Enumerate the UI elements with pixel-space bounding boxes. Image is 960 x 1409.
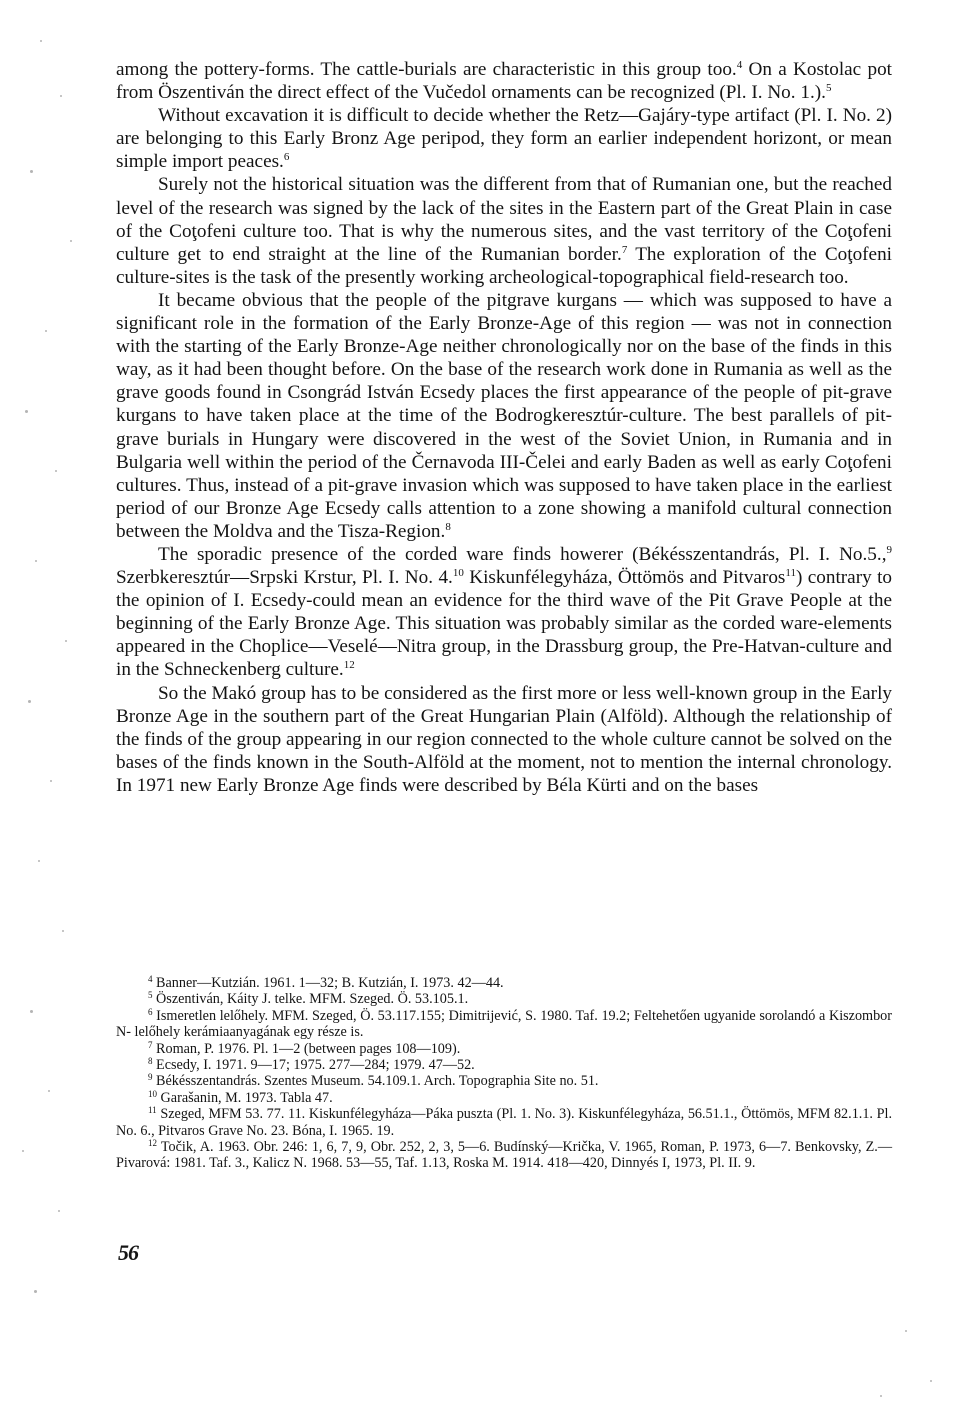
text-run: So the Makó group has to be considered as the first more or less well-known group in the Early Bronze Age in the southern part of the Great Hungarian Plain (Alföld). Although the relationship of the finds of the group appearing in our region connected to the whole culture cannot be solved on the bases of the finds known in the South-Alföld at the moment, not to mention the internal chronology. In 1971 new Early Bronze Age finds were described by Béla Kürti and on the bases: [116, 682, 892, 796]
footnote-text: Točik, A. 1963. Obr. 246: 1, 6, 7, 9, Obr. 252, 2, 3, 5—6. Budínský—Krička, V. 1965, Roman, P. 1973, 6—7. Benkovsky, Z.—Pivarová: 1981. Taf. 3., Kalicz N. 1968. 53—55, Taf. 1.13, Roska M. 1914. 418—420, Dinnyés I, 1973, Pl. II. 9.: [116, 1139, 893, 1172]
footnotes: [116, 975, 892, 1172]
footnote: [116, 1008, 892, 1041]
scan-speckle: [905, 1330, 907, 1332]
text-run: It became obvious that the people of the pitgrave kurgans — which was supposed to have a significant role in the formation of the Early Bronze-Age of this region — was not in connection with the starting of the Early Bronze-Age neither chronologically nor on the base of the finds in this way, as it had been thought before. On the base of the research work done in Rumania as well as the grave goods found in Csongrád István Ecsedy places the first appearance of the people of pit-grave kurgans to have taken place at the time of the Bodrogkeresztúr-culture. The best parallels of pit-grave burials in Hungary were discovered in the west of the Soviet Union, in Rumania and in Bulgaria well within the period of the Černavoda III-Čelei and early Baden as well as early Coţofeni cultures. Thus, instead of a pit-grave invasion which was supposed to have taken place in the earliest period of our Bronze Age Ecsedy calls attention to a zone showing a manifold cultural connection between the Moldva and the Tisza-Region.: [116, 289, 892, 542]
paragraph: [116, 104, 892, 173]
scan-speckle: [50, 780, 52, 782]
page-number: 56: [118, 1240, 138, 1265]
footnote: [116, 1106, 892, 1139]
scan-speckle: [62, 930, 64, 932]
main-text: [116, 58, 892, 797]
scan-speckle: [30, 170, 33, 173]
text-run: among the pottery-forms. The cattle-burials are characteristic in this group too.: [116, 59, 737, 80]
footnote-ref: 7: [621, 243, 628, 256]
footnote-ref: 8: [445, 520, 451, 533]
text-run: Kiskunfélegyháza, Öttömös and Pitvaros: [463, 567, 786, 589]
footnote-ref: 5: [825, 82, 832, 95]
text-run: Without excavation it is difficult to decide whether the Retz—Gajáry-type artifact (Pl. I. No. 2) are belonging to this Early Bronz Age peripod, they form an earlier independent horizont, or mean simple import peaces.: [116, 105, 892, 173]
footnote-number: 12: [148, 1138, 157, 1149]
footnote-number: 7: [148, 1039, 153, 1050]
footnote-text: Szeged, MFM 53. 77. 11. Kiskunfélegyháza—Páka puszta (Pl. 1. No. 3). Kiskunfélegyháza, 56.51.1., Öttömös, MFM 82.1.1. Pl. No. 6., Pitvaros Grave No. 23. Bóna, I. 1965. 19.: [116, 1106, 892, 1139]
scan-speckle: [58, 1210, 60, 1212]
scan-speckle: [28, 700, 31, 703]
footnote: [116, 991, 892, 1007]
footnote-number: 11: [148, 1105, 157, 1116]
footnote-text: Ecsedy, I. 1971. 9—17; 1975. 277—284; 1979. 47—52.: [156, 1057, 475, 1074]
scan-speckle: [880, 1395, 882, 1397]
scan-speckle: [35, 560, 37, 562]
paragraph: [116, 543, 892, 682]
text-run: Szerbkeresztúr—Srpski Krstur, Pl. I. No. 4.: [116, 567, 453, 589]
text-run: Surely not the historical situation was the different from that of Rumanian one, but the reached level of the research was signed by the lack of the sites in the Eastern part of the Great Plain in case of the Coţofeni culture too. That is why the numerous sites, and the vast territory of the Coţofeni culture get to end straight at the line of the Rumanian border.: [116, 174, 892, 265]
scan-speckle: [22, 1150, 24, 1152]
footnote: [116, 1139, 892, 1172]
scan-speckle: [34, 1290, 37, 1293]
text-run: ) contrary to the opinion of I. Ecsedy-could mean an evidence for the third wave of the Pit Grave People at the beginning of the Early Bronze Age. This situation was probably similar as the corded ware-elements appeared in the Choplice—Veselé—Nitra group, in the Drassburg group, the Pre-Hatvan-culture and in the Schneckenberg culture.: [116, 567, 892, 681]
paragraph: [116, 682, 892, 797]
paragraph: [116, 173, 892, 288]
footnote: [116, 1090, 892, 1106]
footnote-ref: 4: [736, 59, 743, 71]
text-run: On a Kostolac pot from Öszentiván the direct effect of the Vučedol ornaments can be recognized (Pl. I. No. 1.).: [116, 59, 892, 104]
scan-speckle: [45, 330, 47, 332]
footnote-text: Ismeretlen lelőhely. MFM. Szeged, Ö. 53.117.155; Dimitrijević, S. 1980. Taf. 19.2; Feltehetően ugyanide sorolandó a Kiszombor N- lelőhely kerámiaanyagának egy része is.: [116, 1007, 893, 1041]
footnote: [116, 1041, 892, 1057]
text-run: The sporadic presence of the corded ware finds howerer (Békésszentandrás, Pl. I. No.5.,: [158, 543, 887, 565]
scan-speckle: [65, 640, 67, 642]
footnote-text: Öszentiván, Káity J. telke. MFM. Szeged. Ö. 53.105.1.: [156, 991, 469, 1008]
scan-speckle: [48, 1090, 50, 1092]
scan-speckle: [60, 95, 62, 97]
footnote: [116, 1057, 892, 1073]
footnote-text: Roman, P. 1976. Pl. 1—2 (between pages 108—109).: [156, 1040, 461, 1057]
scan-speckle: [70, 240, 72, 242]
footnote-ref: 10: [452, 567, 464, 580]
scan-speckle: [55, 470, 57, 472]
footnote-number: 4: [148, 974, 153, 984]
footnote-text: Banner—Kutzián. 1961. 1—32; B. Kutzián, I. 1973. 42—44.: [156, 975, 504, 991]
scan-speckle: [25, 410, 28, 413]
footnote: [116, 1073, 892, 1089]
footnote-number: 6: [148, 1006, 153, 1017]
footnote: [116, 975, 892, 991]
scan-speckle: [38, 860, 40, 862]
footnote-number: 5: [148, 990, 153, 1001]
footnote-ref: 9: [886, 543, 892, 556]
scan-speckle: [40, 40, 42, 42]
scan-speckle: [30, 1010, 33, 1013]
footnote-number: 8: [148, 1056, 153, 1067]
footnote-number: 9: [148, 1072, 153, 1083]
paragraph: [116, 58, 892, 104]
footnote-text: Békésszentandrás. Szentes Museum. 54.109.1. Arch. Topographia Site no. 51.: [156, 1073, 599, 1090]
footnote-ref: 11: [785, 567, 796, 580]
footnote-text: Garašanin, M. 1973. Tabla 47.: [160, 1089, 333, 1106]
text-run: The exploration of the Coţofeni culture-sites is the task of the presently working archeological-topographical field-research too.: [116, 243, 892, 288]
footnote-ref: 6: [283, 151, 290, 164]
footnote-ref: 12: [343, 659, 355, 672]
paragraph: [116, 289, 892, 543]
footnote-number: 10: [148, 1088, 157, 1099]
scan-speckle: [930, 1380, 932, 1382]
